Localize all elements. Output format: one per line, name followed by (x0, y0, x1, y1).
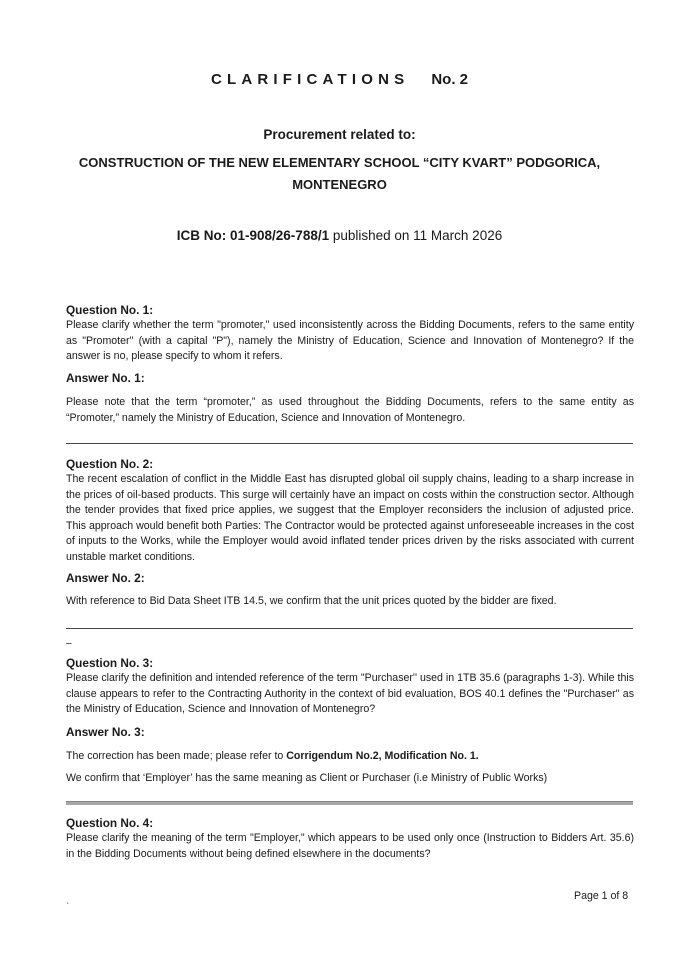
answer-3-body (66, 749, 634, 765)
answer-3-heading: Answer No. 3: (66, 725, 145, 739)
question-3-text: Please clarify the definition and intended reference of the term "Purchaser'' used in 1TB 35.6 (paragraphs 1-3). While this clause appears to refer to the Contracting Authority in the context of bid evaluation, BOS 40.1 defines the "Purchaser'' as the Ministry of Education, Science and Innovation of Montenegro? (66, 672, 634, 715)
icb-line (0, 228, 679, 243)
question-4-text: Please clarify the meaning of the term "Employer," which appears to be used only once (Instruction to Bidders Art. 35.6) in the Bidding Documents without being defined elsewhere in the documents? (66, 832, 634, 860)
procurement-label: Procurement related to: (263, 127, 416, 142)
answer-2-text: With reference to Bid Data Sheet ITB 14.5, we confirm that the unit prices quoted by the bidder are fixed. (66, 595, 557, 607)
answer-1-body (66, 395, 634, 426)
separator-line (66, 443, 633, 444)
answer-1-text: Please note that the term “promoter,” as used throughout the Bidding Documents, refers to the same entity as “Promoter,” namely the Ministry of Education, Science and Innovation of Montenegro. (66, 396, 634, 424)
question-2-text: The recent escalation of conflict in the Middle East has disrupted global oil supply chains, leading to a sharp increase in the prices of oil-based products. This surge will certainly have an impact on costs within the construction sector. Although the tender provides that fixed price applies, we suggest that the Employer reconsiders the inclusion of adjusted price. This approach would benefit both Parties: The Contractor would be protected against unforeseeable increases in the cost of inputs to the Works, while the Employer would avoid inflated tender prices driven by the risks associated with current unstable market conditions. (66, 473, 634, 563)
title-text: CLARIFICATIONS (210, 71, 410, 88)
project-title-line2: MONTENEGRO (292, 177, 387, 192)
icb-number: ICB No: 01-908/26-788/1 (176, 228, 330, 243)
answer-3-text (66, 749, 634, 765)
question-1 (66, 302, 634, 365)
answer-1-heading: Answer No. 1: (66, 371, 145, 385)
page-number: Page 1 of 8 (574, 890, 629, 902)
corrigendum-reference: Corrigendum No.2, Modification No. 1. (286, 750, 479, 762)
question-2-heading: Question No. 2: (66, 457, 154, 471)
answer-3 (66, 724, 634, 740)
icb-published: published on 11 March 2026 (329, 228, 503, 243)
question-4 (66, 815, 634, 862)
answer-3-text-lead: The correction has been made; please refer to (66, 750, 287, 762)
question-2 (66, 456, 634, 565)
question-3-heading: Question No. 3: (66, 656, 154, 670)
question-3 (66, 655, 634, 718)
answer-2-body (66, 594, 634, 610)
question-1-text: Please clarify whether the term "promoter," used inconsistently across the Bidding Documents, refers to the same entity as "Promoter'' (with a capital "P"), namely the Ministry of Education, Science and Innovation of Montenegro? If the answer is no, please specify to whom it refers. (66, 319, 634, 362)
title-number: No. 2 (431, 71, 469, 88)
answer-2-heading: Answer No. 2: (66, 571, 145, 585)
answer-2 (66, 570, 634, 586)
document-title (0, 71, 679, 88)
stray-mark: ` (66, 902, 70, 913)
project-title (60, 152, 619, 196)
separator-line (66, 628, 633, 629)
project-title-line1: CONSTRUCTION OF THE NEW ELEMENTARY SCHOOL “CITY KVART” PODGORICA, (78, 155, 601, 170)
question-4-heading: Question No. 4: (66, 816, 154, 830)
answer-1 (66, 370, 634, 386)
separator-line-thick (66, 801, 633, 805)
question-1-heading: Question No. 1: (66, 303, 154, 317)
answer-3-text-2: We confirm that ‘Employer’ has the same meaning as Client or Purchaser (i.e Ministry of Public Works) (66, 772, 548, 784)
answer-3-body-2 (66, 771, 634, 787)
stray-dash: – (66, 638, 72, 649)
